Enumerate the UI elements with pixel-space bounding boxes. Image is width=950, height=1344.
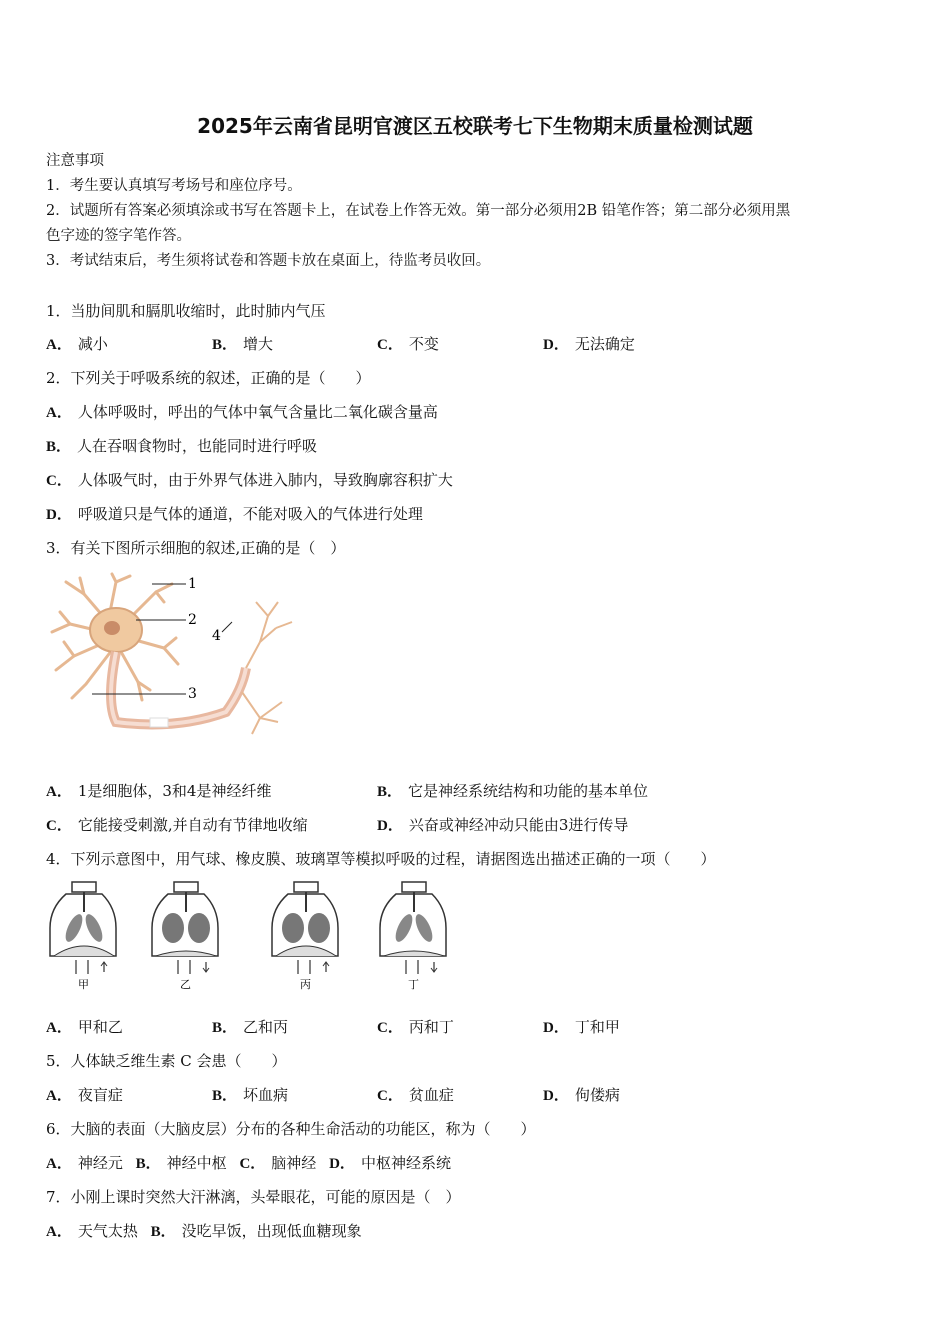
question-3-option: D． 兴奋或神经冲动只能由3进行传导 (377, 816, 629, 834)
model-yi (152, 882, 218, 974)
question-3-stem: 3．有关下图所示细胞的叙述,正确的是（ ） (46, 539, 346, 557)
question-2-option: D． 呼吸道只是气体的通道，不能对吸入的气体进行处理 (46, 505, 423, 523)
model-ding (380, 882, 446, 974)
question-2-option: C． 人体吸气时，由于外界气体进入肺内，导致胸廓容积扩大 (46, 471, 453, 489)
question-5-option: D． 佝偻病 (543, 1086, 620, 1104)
question-5-option: C． 贫血症 (377, 1086, 454, 1104)
figure-label: 2 (188, 612, 197, 628)
question-3-option: A． 1是细胞体，3和4是神经纤维 (46, 782, 272, 800)
question-2-option: A． 人体呼吸时，呼出的气体中氧气含量比二氧化碳含量高 (46, 403, 438, 421)
figure-label: 丁 (408, 978, 419, 991)
question-3-option: C． 它能接受刺激,并自动有节律地收缩 (46, 816, 308, 834)
myelin-gap (150, 718, 168, 727)
question-7-stem: 7．小刚上课时突然大汗淋漓，头晕眼花，可能的原因是（ ） (46, 1188, 461, 1206)
axon-terminals (242, 602, 292, 734)
question-4-stem: 4．下列示意图中，用气球、橡皮膜、玻璃罩等模拟呼吸的过程，请据图选出描述正确的一项（ ） (46, 850, 716, 868)
question-4-option: B． 乙和丙 (212, 1018, 289, 1036)
question-5-option: A． 夜盲症 (46, 1086, 123, 1104)
question-2-option: B． 人在吞咽食物时，也能同时进行呼吸 (46, 437, 318, 455)
notice-item: 2．试题所有答案必须填涂或书写在答题卡上，在试卷上作答无效。第一部分必须用2B 铅笔作答；第二部分必须用黑 (46, 203, 791, 219)
nucleus (104, 621, 120, 635)
question-7-options-line: A． 天气太热 B． 没吃早饭，出现低血糖现象 (46, 1222, 362, 1240)
question-2-stem: 2．下列关于呼吸系统的叙述，正确的是（ ） (46, 369, 371, 387)
figure-label: 3 (188, 686, 197, 702)
notice-item: 3．考试结束后，考生须将试卷和答题卡放在桌面上，待监考员收回。 (46, 253, 491, 269)
page-title: 2025年云南省昆明官渡区五校联考七下生物期末质量检测试题 (197, 114, 753, 138)
model-bing (272, 882, 338, 974)
question-6-stem: 6．大脑的表面（大脑皮层）分布的各种生命活动的功能区，称为（ ） (46, 1120, 536, 1138)
figure-label: 1 (188, 576, 197, 592)
question-3-option: B． 它是神经系统结构和功能的基本单位 (377, 782, 649, 800)
figure-label: 乙 (180, 978, 191, 991)
question-1-stem: 1．当肋间肌和膈肌收缩时，此时肺内气压 (46, 302, 326, 320)
notice-heading: 注意事项 (46, 153, 104, 169)
question-5-stem: 5．人体缺乏维生素 C 会患（ ） (46, 1052, 287, 1070)
question-1-option: C． 不变 (377, 335, 439, 353)
question-4-option: A． 甲和乙 (46, 1018, 123, 1036)
notice-item: 1．考生要认真填写考场号和座位序号。 (46, 178, 302, 194)
question-6-options-line: A． 神经元 B． 神经中枢 C． 脑神经 D． 中枢神经系统 (46, 1154, 451, 1172)
figure-label: 4 (212, 628, 221, 644)
question-1-option: D． 无法确定 (543, 335, 635, 353)
figure-label: 甲 (78, 978, 89, 991)
figure-label: 丙 (300, 978, 311, 991)
question-1-option: B． 增大 (212, 335, 274, 353)
notice-item: 色字迹的签字笔作答。 (46, 228, 191, 244)
neuron-diagram (46, 572, 306, 744)
model-jia (50, 882, 116, 974)
question-1-option: A． 减小 (46, 335, 108, 353)
question-4-option: C． 丙和丁 (377, 1018, 454, 1036)
question-5-option: B． 坏血病 (212, 1086, 289, 1104)
breathing-model-diagram (46, 880, 456, 992)
question-4-option: D． 丁和甲 (543, 1018, 620, 1036)
